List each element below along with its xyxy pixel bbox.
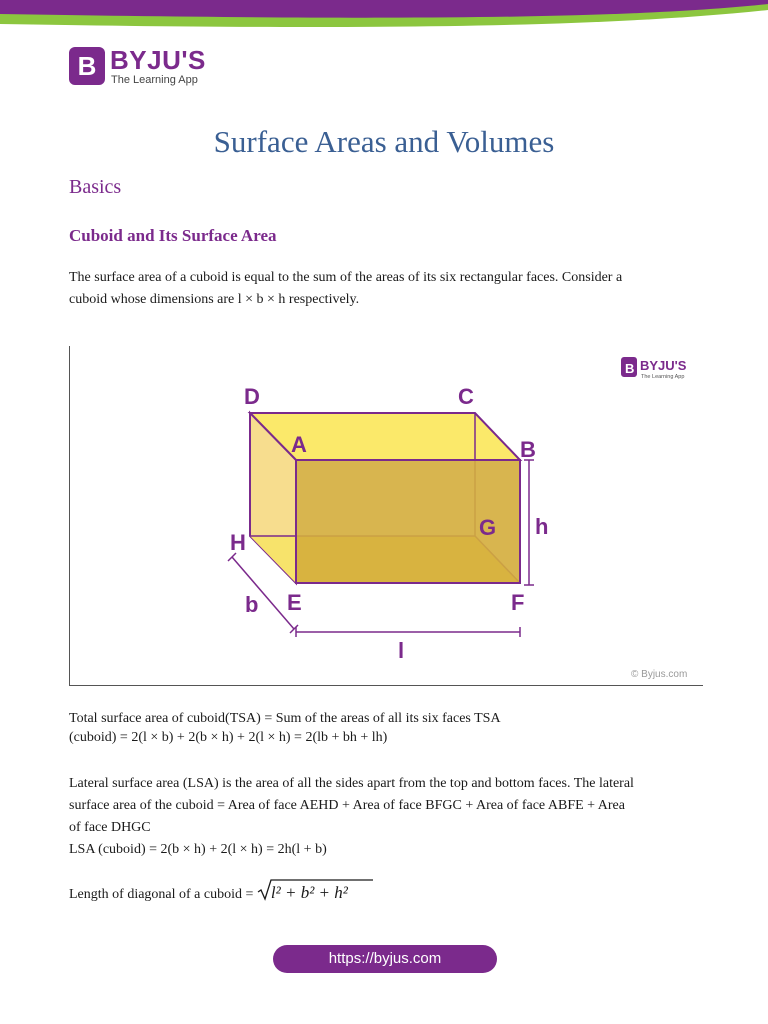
footer-url-link[interactable]: https://byjus.com xyxy=(273,945,497,973)
sub-heading: Cuboid and Its Surface Area xyxy=(69,226,277,245)
figure-logo-tag: The Learning App xyxy=(641,374,685,380)
dimension-label-b: b xyxy=(245,592,259,617)
figure-watermark: © Byjus.com xyxy=(631,669,688,680)
logo-tagline: The Learning App xyxy=(111,74,198,86)
vertex-label-h: H xyxy=(230,530,246,555)
tsa-line: (cuboid) = 2(l × b) + 2(b × h) + 2(l × h) = 2(lb + bh + lh) xyxy=(69,730,388,745)
intro-paragraph xyxy=(69,267,699,311)
dimension-label-l: l xyxy=(398,638,405,663)
figure-logo xyxy=(621,357,687,380)
vertex-label-e: E xyxy=(287,590,302,615)
lsa-line: Lateral surface area (LSA) is the area of all the sides apart from the top and bottom faces. The lateral xyxy=(69,776,634,791)
square-root-icon xyxy=(257,878,373,902)
diagonal-label: Length of diagonal of a cuboid = xyxy=(69,887,254,902)
dimension-label-h: h xyxy=(535,514,549,539)
page-title: Surface Areas and Volumes xyxy=(213,124,555,159)
figure-logo-mark: B xyxy=(625,361,635,376)
vertex-label-a: A xyxy=(291,432,307,457)
dimension-h xyxy=(524,460,534,585)
section-heading: Basics xyxy=(69,176,122,198)
dimension-l xyxy=(296,627,520,637)
diagonal-paragraph xyxy=(69,882,699,906)
cuboid-diagram xyxy=(70,346,704,686)
formula-text: l² + b² + h² xyxy=(270,883,348,902)
vertex-label-c: C xyxy=(458,384,474,409)
lsa-line: surface area of the cuboid = Area of face AEHD + Area of face BFGC + Area of face ABFE + Area xyxy=(69,798,625,813)
logo-name: BYJU'S xyxy=(110,45,206,75)
vertex-label-d: D xyxy=(244,384,260,409)
tsa-line: Total surface area of cuboid(TSA) = Sum of the areas of all its six faces TSA xyxy=(69,711,501,726)
cuboid-figure xyxy=(69,346,703,686)
lsa-line: LSA (cuboid) = 2(b × h) + 2(l × h) = 2h(l + b) xyxy=(69,842,327,857)
lsa-line: of face DHGC xyxy=(69,820,151,835)
lsa-paragraph xyxy=(69,773,699,861)
tsa-paragraph xyxy=(69,709,699,747)
figure-logo-name: BYJU'S xyxy=(640,358,687,373)
vertex-label-g: G xyxy=(479,515,497,540)
intro-line: The surface area of a cuboid is equal to the sum of the areas of its six rectangular faces. Consider a xyxy=(69,270,623,285)
diagonal-formula xyxy=(257,882,348,906)
vertex-label-f: F xyxy=(511,590,525,615)
top-decorative-band xyxy=(0,0,768,30)
vertex-label-b: B xyxy=(520,437,536,462)
intro-line: cuboid whose dimensions are l × b × h respectively. xyxy=(69,292,360,307)
logo-mark: B xyxy=(69,47,105,85)
